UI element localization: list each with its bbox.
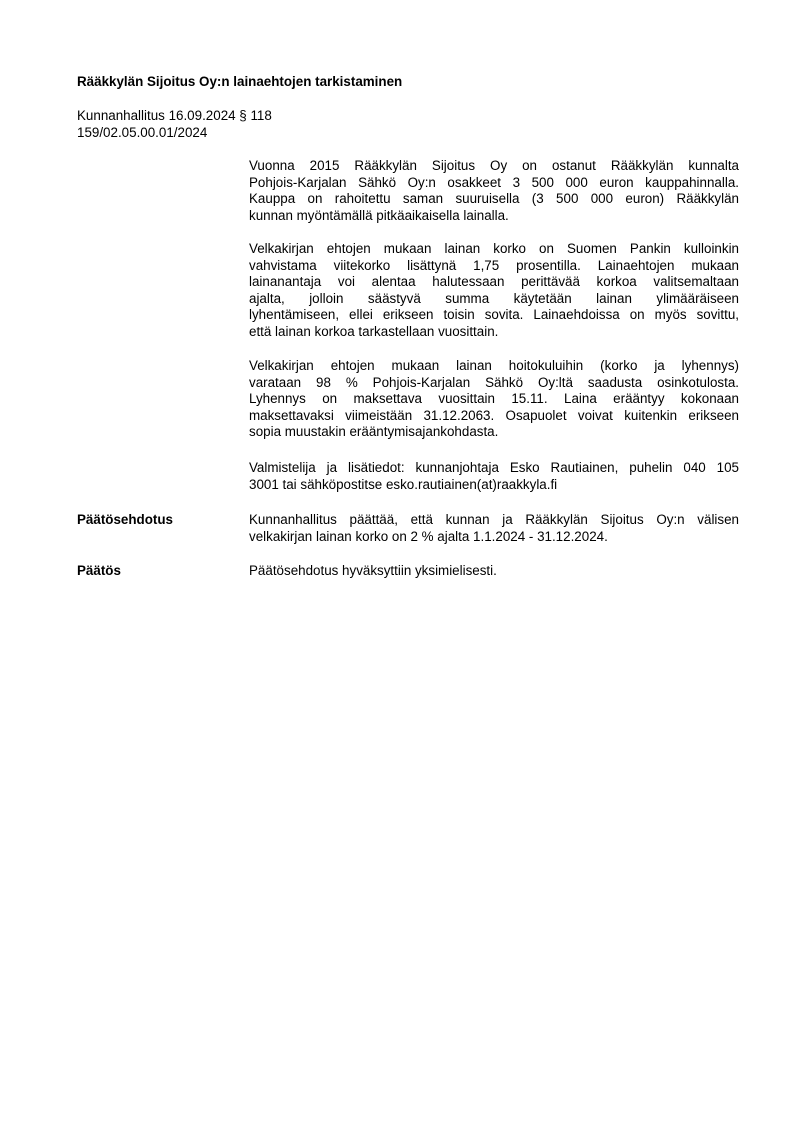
paragraph-line: lainanantaja voi alentaa halutessaan perittävää korkoa valitsemaltaan [249,274,739,290]
record-number: 159/02.05.00.01/2024 [77,124,208,140]
meeting-info [77,108,272,141]
paragraph-line: maksettavaksi viimeistään 31.12.2063. Osapuolet voivat kuitenkin erikseen [249,407,739,423]
paragraph-line: Valmistelija ja lisätiedot: kunnanjohtaja Esko Rautiainen, puhelin 040 105 [249,460,739,475]
paragraph-line: sopia muustakin erääntymisajankohdasta. [249,424,499,440]
paragraph-4 [249,460,739,493]
paragraph-line: varataan 98 % Pohjois-Karjalan Sähkö Oy:ltä saadusta osinkotulosta. [249,374,739,390]
paragraph-line: 3001 tai sähköpostitse esko.rautiainen(at)raakkyla.fi [249,476,558,492]
paragraph-line: ajalta, jolloin säästyvä summa käytetään lainan ylimääräiseen [249,290,739,306]
decision-line: Päätösehdotus hyväksyttiin yksimielisesti. [249,563,497,578]
paragraph-line: Pohjois-Karjalan Sähkö Oy:n osakkeet 3 500 000 euron kauppahinnalla. [249,174,739,190]
paragraph-line: Kauppa on rahoitettu saman suuruisella (3 500 000 euron) Rääkkylän [249,191,739,207]
paragraph-2 [249,241,739,341]
paragraph-3 [249,358,739,441]
paragraph-line: että lainan korkoa tarkastellaan vuosittain. [249,323,499,339]
document-title: Rääkkylän Sijoitus Oy:n lainaehtojen tarkistaminen [77,74,403,89]
decision-text [249,563,739,580]
paragraph-line: vahvistama viitekorko lisättynä 1,75 prosentilla. Lainaehtojen mukaan [249,257,739,273]
paragraph-1 [249,158,739,224]
paragraph-line: lyhentämiseen, ellei erikseen toisin sovita. Lainaehdoissa on myös sovittu, [249,307,739,323]
paragraph-line: Vuonna 2015 Rääkkylän Sijoitus Oy on ostanut Rääkkylän kunnalta [249,158,739,173]
paragraph-line: Velkakirjan ehtojen mukaan lainan korko on Suomen Pankin kulloinkin [249,241,739,256]
paragraph-line: kunnan myöntämällä pitkäaikaisella lainalla. [249,207,509,223]
meeting-reference: Kunnanhallitus 16.09.2024 § 118 [77,108,272,123]
paragraph-line: Velkakirjan ehtojen mukaan lainan hoitokuluihin (korko ja lyhennys) [249,358,739,373]
proposal-line: velkakirjan lainan korko on 2 % ajalta 1.1.2024 - 31.12.2024. [249,528,608,544]
proposal-line: Kunnanhallitus päättää, että kunnan ja Rääkkylän Sijoitus Oy:n välisen [249,512,739,527]
proposal-label: Päätösehdotus [77,512,173,527]
proposal-text [249,512,739,545]
paragraph-line: Lyhennys on maksettava vuosittain 15.11. Laina erääntyy kokonaan [249,391,739,407]
decision-label: Päätös [77,563,121,578]
